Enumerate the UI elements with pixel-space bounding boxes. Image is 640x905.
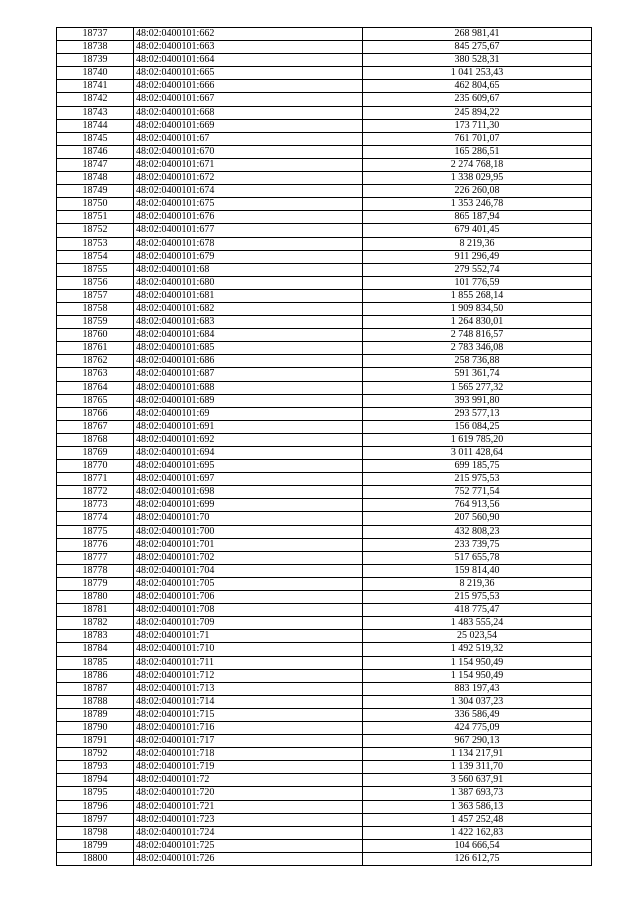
cadastral-number-cell: 48:02:0400101:686 [134, 355, 363, 368]
row-number-cell: 18799 [57, 839, 134, 852]
row-number-cell: 18789 [57, 708, 134, 721]
cadastral-number-cell: 48:02:0400101:688 [134, 381, 363, 394]
table-row [57, 460, 592, 473]
row-number-cell: 18747 [57, 158, 134, 171]
value-cell: 967 290,13 [363, 735, 592, 748]
row-number-cell: 18760 [57, 329, 134, 342]
row-number-cell: 18753 [57, 237, 134, 250]
row-number-cell: 18773 [57, 499, 134, 512]
value-cell: 1 154 950,49 [363, 669, 592, 682]
value-cell: 233 739,75 [363, 538, 592, 551]
row-number-cell: 18749 [57, 185, 134, 198]
table-row [57, 813, 592, 826]
cadastral-number-cell: 48:02:0400101:675 [134, 198, 363, 211]
row-number-cell: 18791 [57, 735, 134, 748]
table-row [57, 604, 592, 617]
value-cell: 1 909 834,50 [363, 302, 592, 315]
cadastral-number-cell: 48:02:0400101:714 [134, 695, 363, 708]
table-row [57, 211, 592, 224]
cadastral-number-cell: 48:02:0400101:711 [134, 656, 363, 669]
row-number-cell: 18768 [57, 433, 134, 446]
cadastral-number-cell: 48:02:0400101:710 [134, 643, 363, 656]
table-row [57, 145, 592, 158]
value-cell: 1 353 246,78 [363, 198, 592, 211]
cadastral-number-cell: 48:02:0400101:685 [134, 342, 363, 355]
cadastral-number-cell: 48:02:0400101:70 [134, 512, 363, 525]
table-row [57, 695, 592, 708]
table-row [57, 93, 592, 106]
value-cell: 126 612,75 [363, 852, 592, 865]
value-cell: 845 275,67 [363, 41, 592, 54]
row-number-cell: 18787 [57, 682, 134, 695]
table-row [57, 538, 592, 551]
table-row [57, 185, 592, 198]
value-cell: 1 139 311,70 [363, 761, 592, 774]
value-cell: 336 586,49 [363, 708, 592, 721]
cadastral-number-cell: 48:02:0400101:68 [134, 263, 363, 276]
row-number-cell: 18737 [57, 28, 134, 41]
table-row [57, 826, 592, 839]
value-cell: 1 387 693,73 [363, 787, 592, 800]
table-row [57, 342, 592, 355]
row-number-cell: 18754 [57, 250, 134, 263]
table-row [57, 591, 592, 604]
value-cell: 1 041 253,43 [363, 67, 592, 80]
value-cell: 393 991,80 [363, 394, 592, 407]
table-row [57, 198, 592, 211]
cadastral-number-cell: 48:02:0400101:663 [134, 41, 363, 54]
row-number-cell: 18779 [57, 577, 134, 590]
cadastral-number-cell: 48:02:0400101:718 [134, 748, 363, 761]
value-cell: 752 771,54 [363, 486, 592, 499]
table-row [57, 447, 592, 460]
cadastral-number-cell: 48:02:0400101:668 [134, 106, 363, 119]
cadastral-number-cell: 48:02:0400101:662 [134, 28, 363, 41]
table-row [57, 473, 592, 486]
row-number-cell: 18782 [57, 617, 134, 630]
row-number-cell: 18784 [57, 643, 134, 656]
value-cell: 591 361,74 [363, 368, 592, 381]
value-cell: 104 666,54 [363, 839, 592, 852]
value-cell: 156 084,25 [363, 420, 592, 433]
value-cell: 3 011 428,64 [363, 447, 592, 460]
table-row [57, 499, 592, 512]
value-cell: 424 775,09 [363, 721, 592, 734]
cadastral-number-cell: 48:02:0400101:724 [134, 826, 363, 839]
row-number-cell: 18776 [57, 538, 134, 551]
cadastral-number-cell: 48:02:0400101:715 [134, 708, 363, 721]
table-row [57, 80, 592, 93]
table-row [57, 551, 592, 564]
table-row [57, 276, 592, 289]
cadastral-number-cell: 48:02:0400101:723 [134, 813, 363, 826]
value-cell: 2 274 768,18 [363, 158, 592, 171]
row-number-cell: 18761 [57, 342, 134, 355]
row-number-cell: 18752 [57, 224, 134, 237]
cadastral-number-cell: 48:02:0400101:701 [134, 538, 363, 551]
cadastral-number-cell: 48:02:0400101:700 [134, 525, 363, 538]
cadastral-number-cell: 48:02:0400101:720 [134, 787, 363, 800]
cadastral-number-cell: 48:02:0400101:681 [134, 289, 363, 302]
cadastral-number-cell: 48:02:0400101:666 [134, 80, 363, 93]
row-number-cell: 18756 [57, 276, 134, 289]
value-cell: 1 565 277,32 [363, 381, 592, 394]
cadastral-number-cell: 48:02:0400101:704 [134, 564, 363, 577]
value-cell: 432 808,23 [363, 525, 592, 538]
cadastral-number-cell: 48:02:0400101:698 [134, 486, 363, 499]
value-cell: 207 560,90 [363, 512, 592, 525]
row-number-cell: 18798 [57, 826, 134, 839]
row-number-cell: 18775 [57, 525, 134, 538]
cadastral-number-cell: 48:02:0400101:669 [134, 119, 363, 132]
table-row [57, 237, 592, 250]
value-cell: 1 304 037,23 [363, 695, 592, 708]
cadastral-number-cell: 48:02:0400101:713 [134, 682, 363, 695]
cadastral-number-cell: 48:02:0400101:717 [134, 735, 363, 748]
row-number-cell: 18741 [57, 80, 134, 93]
row-number-cell: 18767 [57, 420, 134, 433]
cadastral-number-cell: 48:02:0400101:71 [134, 630, 363, 643]
table-row [57, 119, 592, 132]
value-cell: 911 296,49 [363, 250, 592, 263]
value-cell: 1 457 252,48 [363, 813, 592, 826]
value-cell: 1 619 785,20 [363, 433, 592, 446]
table-row [57, 748, 592, 761]
table-row [57, 158, 592, 171]
row-number-cell: 18739 [57, 54, 134, 67]
table-row [57, 67, 592, 80]
value-cell: 279 552,74 [363, 263, 592, 276]
table-row [57, 577, 592, 590]
table-row [57, 172, 592, 185]
value-cell: 215 975,53 [363, 473, 592, 486]
value-cell: 380 528,31 [363, 54, 592, 67]
row-number-cell: 18751 [57, 211, 134, 224]
row-number-cell: 18783 [57, 630, 134, 643]
value-cell: 245 894,22 [363, 106, 592, 119]
row-number-cell: 18800 [57, 852, 134, 865]
value-cell: 1 855 268,14 [363, 289, 592, 302]
row-number-cell: 18740 [57, 67, 134, 80]
cadastral-number-cell: 48:02:0400101:667 [134, 93, 363, 106]
value-cell: 761 701,07 [363, 132, 592, 145]
row-number-cell: 18796 [57, 800, 134, 813]
row-number-cell: 18786 [57, 669, 134, 682]
row-number-cell: 18797 [57, 813, 134, 826]
value-cell: 517 655,78 [363, 551, 592, 564]
table-row [57, 263, 592, 276]
value-cell: 1 264 830,01 [363, 316, 592, 329]
cadastral-number-cell: 48:02:0400101:682 [134, 302, 363, 315]
row-number-cell: 18757 [57, 289, 134, 302]
cadastral-number-cell: 48:02:0400101:680 [134, 276, 363, 289]
cadastral-number-cell: 48:02:0400101:665 [134, 67, 363, 80]
cadastral-number-cell: 48:02:0400101:726 [134, 852, 363, 865]
row-number-cell: 18778 [57, 564, 134, 577]
table-row [57, 132, 592, 145]
cadastral-number-cell: 48:02:0400101:697 [134, 473, 363, 486]
row-number-cell: 18790 [57, 721, 134, 734]
table-row [57, 486, 592, 499]
value-cell: 215 975,53 [363, 591, 592, 604]
cadastral-number-cell: 48:02:0400101:708 [134, 604, 363, 617]
value-cell: 1 492 519,32 [363, 643, 592, 656]
table-row [57, 656, 592, 669]
value-cell: 764 913,56 [363, 499, 592, 512]
row-number-cell: 18780 [57, 591, 134, 604]
table-row [57, 721, 592, 734]
row-number-cell: 18769 [57, 447, 134, 460]
table-row [57, 839, 592, 852]
cadastral-number-cell: 48:02:0400101:69 [134, 407, 363, 420]
table-row [57, 682, 592, 695]
row-number-cell: 18774 [57, 512, 134, 525]
row-number-cell: 18792 [57, 748, 134, 761]
cadastral-number-cell: 48:02:0400101:687 [134, 368, 363, 381]
table-row [57, 302, 592, 315]
row-number-cell: 18743 [57, 106, 134, 119]
cadastral-number-cell: 48:02:0400101:670 [134, 145, 363, 158]
value-cell: 462 804,65 [363, 80, 592, 93]
table-row [57, 774, 592, 787]
cadastral-number-cell: 48:02:0400101:691 [134, 420, 363, 433]
value-cell: 159 814,40 [363, 564, 592, 577]
row-number-cell: 18765 [57, 394, 134, 407]
cadastral-number-cell: 48:02:0400101:672 [134, 172, 363, 185]
table-row [57, 316, 592, 329]
cadastral-number-cell: 48:02:0400101:709 [134, 617, 363, 630]
value-cell: 865 187,94 [363, 211, 592, 224]
table-row [57, 250, 592, 263]
value-cell: 173 711,30 [363, 119, 592, 132]
table-row [57, 787, 592, 800]
row-number-cell: 18738 [57, 41, 134, 54]
row-number-cell: 18758 [57, 302, 134, 315]
table-row [57, 564, 592, 577]
cadastral-number-cell: 48:02:0400101:706 [134, 591, 363, 604]
row-number-cell: 18781 [57, 604, 134, 617]
cadastral-number-cell: 48:02:0400101:683 [134, 316, 363, 329]
table-row [57, 433, 592, 446]
table-row [57, 329, 592, 342]
table-row [57, 224, 592, 237]
value-cell: 679 401,45 [363, 224, 592, 237]
cadastral-number-cell: 48:02:0400101:694 [134, 447, 363, 460]
table-row [57, 761, 592, 774]
value-cell: 235 609,67 [363, 93, 592, 106]
value-cell: 1 154 950,49 [363, 656, 592, 669]
table-row [57, 630, 592, 643]
cadastral-number-cell: 48:02:0400101:671 [134, 158, 363, 171]
value-cell: 101 776,59 [363, 276, 592, 289]
value-cell: 883 197,43 [363, 682, 592, 695]
row-number-cell: 18777 [57, 551, 134, 564]
table-row [57, 381, 592, 394]
value-cell: 226 260,08 [363, 185, 592, 198]
value-cell: 418 775,47 [363, 604, 592, 617]
cadastral-number-cell: 48:02:0400101:689 [134, 394, 363, 407]
table-row [57, 800, 592, 813]
cadastral-number-cell: 48:02:0400101:679 [134, 250, 363, 263]
cadastral-number-cell: 48:02:0400101:72 [134, 774, 363, 787]
row-number-cell: 18795 [57, 787, 134, 800]
cadastral-number-cell: 48:02:0400101:692 [134, 433, 363, 446]
cadastral-number-cell: 48:02:0400101:721 [134, 800, 363, 813]
value-cell: 1 338 029,95 [363, 172, 592, 185]
row-number-cell: 18750 [57, 198, 134, 211]
table-row [57, 617, 592, 630]
table-row [57, 106, 592, 119]
row-number-cell: 18742 [57, 93, 134, 106]
value-cell: 3 560 637,91 [363, 774, 592, 787]
cadastral-number-cell: 48:02:0400101:719 [134, 761, 363, 774]
value-cell: 8 219,36 [363, 237, 592, 250]
row-number-cell: 18766 [57, 407, 134, 420]
value-cell: 1 363 586,13 [363, 800, 592, 813]
value-cell: 2 783 346,08 [363, 342, 592, 355]
table-row [57, 420, 592, 433]
value-cell: 258 736,88 [363, 355, 592, 368]
cadastral-number-cell: 48:02:0400101:677 [134, 224, 363, 237]
value-cell: 1 483 555,24 [363, 617, 592, 630]
row-number-cell: 18755 [57, 263, 134, 276]
row-number-cell: 18772 [57, 486, 134, 499]
table-row [57, 28, 592, 41]
table-row [57, 852, 592, 865]
cadastral-number-cell: 48:02:0400101:674 [134, 185, 363, 198]
value-cell: 2 748 816,57 [363, 329, 592, 342]
value-cell: 1 422 162,83 [363, 826, 592, 839]
cadastral-number-cell: 48:02:0400101:676 [134, 211, 363, 224]
cadastral-number-cell: 48:02:0400101:725 [134, 839, 363, 852]
table-row [57, 368, 592, 381]
cadastral-number-cell: 48:02:0400101:716 [134, 721, 363, 734]
row-number-cell: 18764 [57, 381, 134, 394]
table-body [57, 28, 592, 866]
row-number-cell: 18762 [57, 355, 134, 368]
cadastral-number-cell: 48:02:0400101:67 [134, 132, 363, 145]
row-number-cell: 18745 [57, 132, 134, 145]
row-number-cell: 18763 [57, 368, 134, 381]
table-row [57, 41, 592, 54]
table-row [57, 643, 592, 656]
table-row [57, 512, 592, 525]
cadastral-number-cell: 48:02:0400101:699 [134, 499, 363, 512]
cadastral-number-cell: 48:02:0400101:712 [134, 669, 363, 682]
value-cell: 699 185,75 [363, 460, 592, 473]
value-cell: 268 981,41 [363, 28, 592, 41]
value-cell: 1 134 217,91 [363, 748, 592, 761]
row-number-cell: 18748 [57, 172, 134, 185]
row-number-cell: 18744 [57, 119, 134, 132]
table-row [57, 54, 592, 67]
value-cell: 293 577,13 [363, 407, 592, 420]
row-number-cell: 18785 [57, 656, 134, 669]
value-cell: 25 023,54 [363, 630, 592, 643]
table-row [57, 735, 592, 748]
row-number-cell: 18788 [57, 695, 134, 708]
cadastral-number-cell: 48:02:0400101:664 [134, 54, 363, 67]
table-row [57, 708, 592, 721]
cadastral-number-cell: 48:02:0400101:705 [134, 577, 363, 590]
row-number-cell: 18746 [57, 145, 134, 158]
cadastral-number-cell: 48:02:0400101:684 [134, 329, 363, 342]
row-number-cell: 18759 [57, 316, 134, 329]
value-cell: 165 286,51 [363, 145, 592, 158]
cadastral-value-table [56, 27, 592, 866]
row-number-cell: 18793 [57, 761, 134, 774]
value-cell: 8 219,36 [363, 577, 592, 590]
table-row [57, 525, 592, 538]
table-row [57, 394, 592, 407]
row-number-cell: 18794 [57, 774, 134, 787]
cadastral-number-cell: 48:02:0400101:678 [134, 237, 363, 250]
row-number-cell: 18770 [57, 460, 134, 473]
table-row [57, 669, 592, 682]
cadastral-number-cell: 48:02:0400101:695 [134, 460, 363, 473]
table-row [57, 289, 592, 302]
table-row [57, 407, 592, 420]
cadastral-number-cell: 48:02:0400101:702 [134, 551, 363, 564]
table-row [57, 355, 592, 368]
row-number-cell: 18771 [57, 473, 134, 486]
